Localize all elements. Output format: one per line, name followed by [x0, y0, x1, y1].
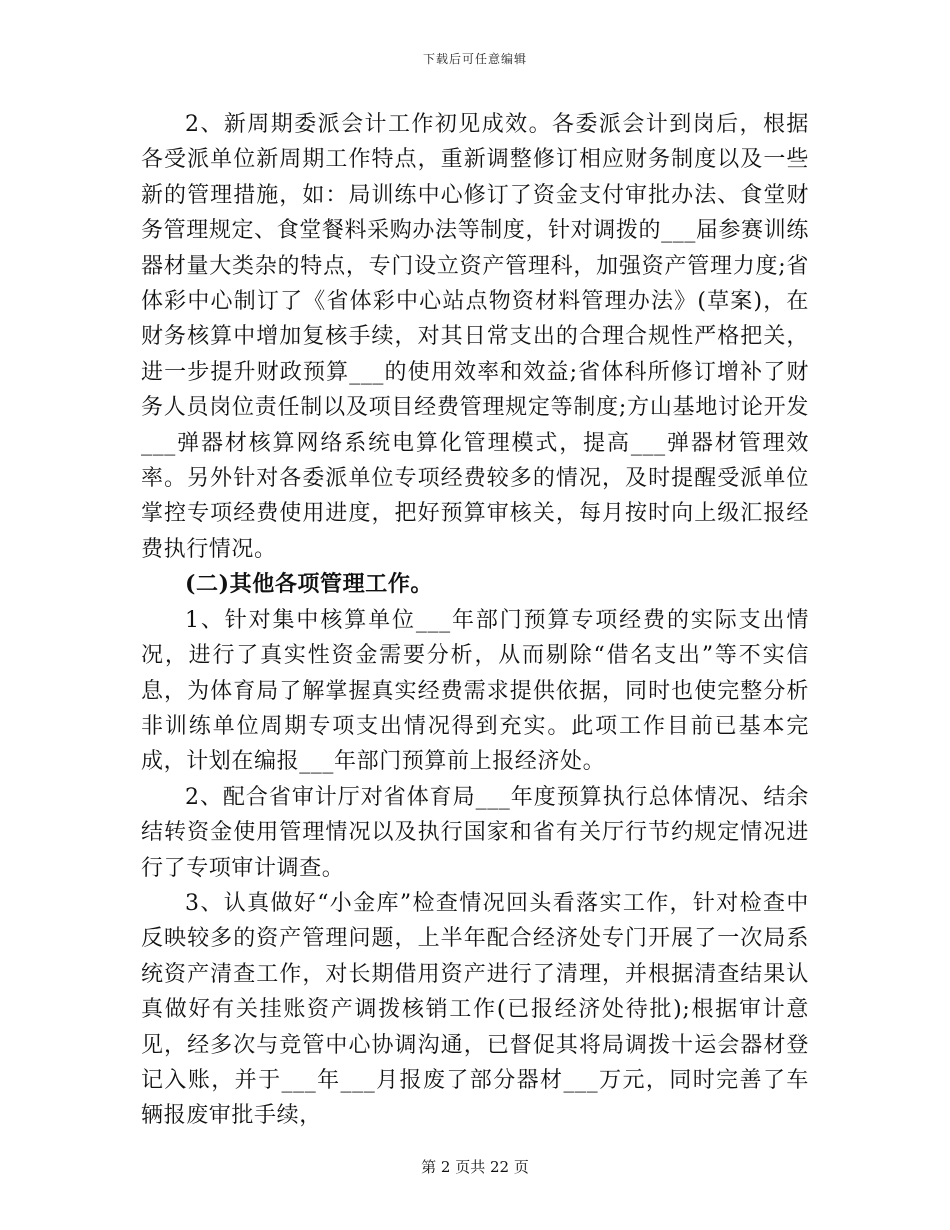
document-body	[141, 107, 809, 1134]
paragraph-item-1: 1、针对集中核算单位___年部门预算专项经费的实际支出情况，进行了真实性资金需要分析，从而剔除“借名支出”等不实信息，为体育局了解掌握真实经费需求提供依据，同时也使完整分析非训练单位周期专项支出情况得到充实。此项工作目前已基本完成，计划在编报___年部门预算前上报经济处。	[141, 607, 809, 775]
page-header: 下载后可任意编辑	[422, 52, 527, 66]
paragraph-committed-accounting: 2、新周期委派会计工作初见成效。各委派会计到岗后，根据各受派单位新周期工作特点，重新调整修订相应财务制度以及一些新的管理措施，如：局训练中心修订了资金支付审批办法、食堂财务管理规定、食堂餐料采购办法等制度，针对调拨的___届参赛训练器材量大类杂的特点，专门设立资产管理科，加强资产管理力度;省体彩中心制订了《省体彩中心站点物资材料管理办法》(草案)，在财务核算中增加复核手续，对其日常支出的合理合规性严格把关，进一步提升财政预算___的使用效率和效益;省体科所修订增补了财务人员岗位责任制以及项目经费管理规定等制度;方山基地讨论开发___弹器材核算网络系统电算化管理模式，提高___弹器材管理效率。另外针对各委派单位专项经费较多的情况，及时提醒受派单位掌控专项经费使用进度，把好预算审核关，每月按时向上级汇报经费执行情况。	[141, 112, 809, 562]
paragraph-item-3: 3、认真做好“小金库”检查情况回头看落实工作，针对检查中反映较多的资产管理问题，上半年配合经济处专门开展了一次局系统资产清查工作，对长期借用资产进行了清理，并根据清查结果认真做好有关挂账资产调拨核销工作(已报经济处待批);根据审计意见，经多次与竞管中心协调沟通，已督促其将局调拨十运会器材登记入账，并于___年___月报废了部分器材___万元，同时完善了车辆报废审批手续，	[141, 890, 809, 1129]
section-heading: (二)其他各项管理工作。	[185, 571, 434, 598]
page-footer: 第 2 页共 22 页	[421, 1158, 529, 1176]
paragraph-item-2: 2、配合省审计厅对省体育局___年度预算执行总体情况、结余结转资金使用管理情况以及执行国家和省有关厅行节约规定情况进行了专项审计调查。	[141, 784, 809, 881]
